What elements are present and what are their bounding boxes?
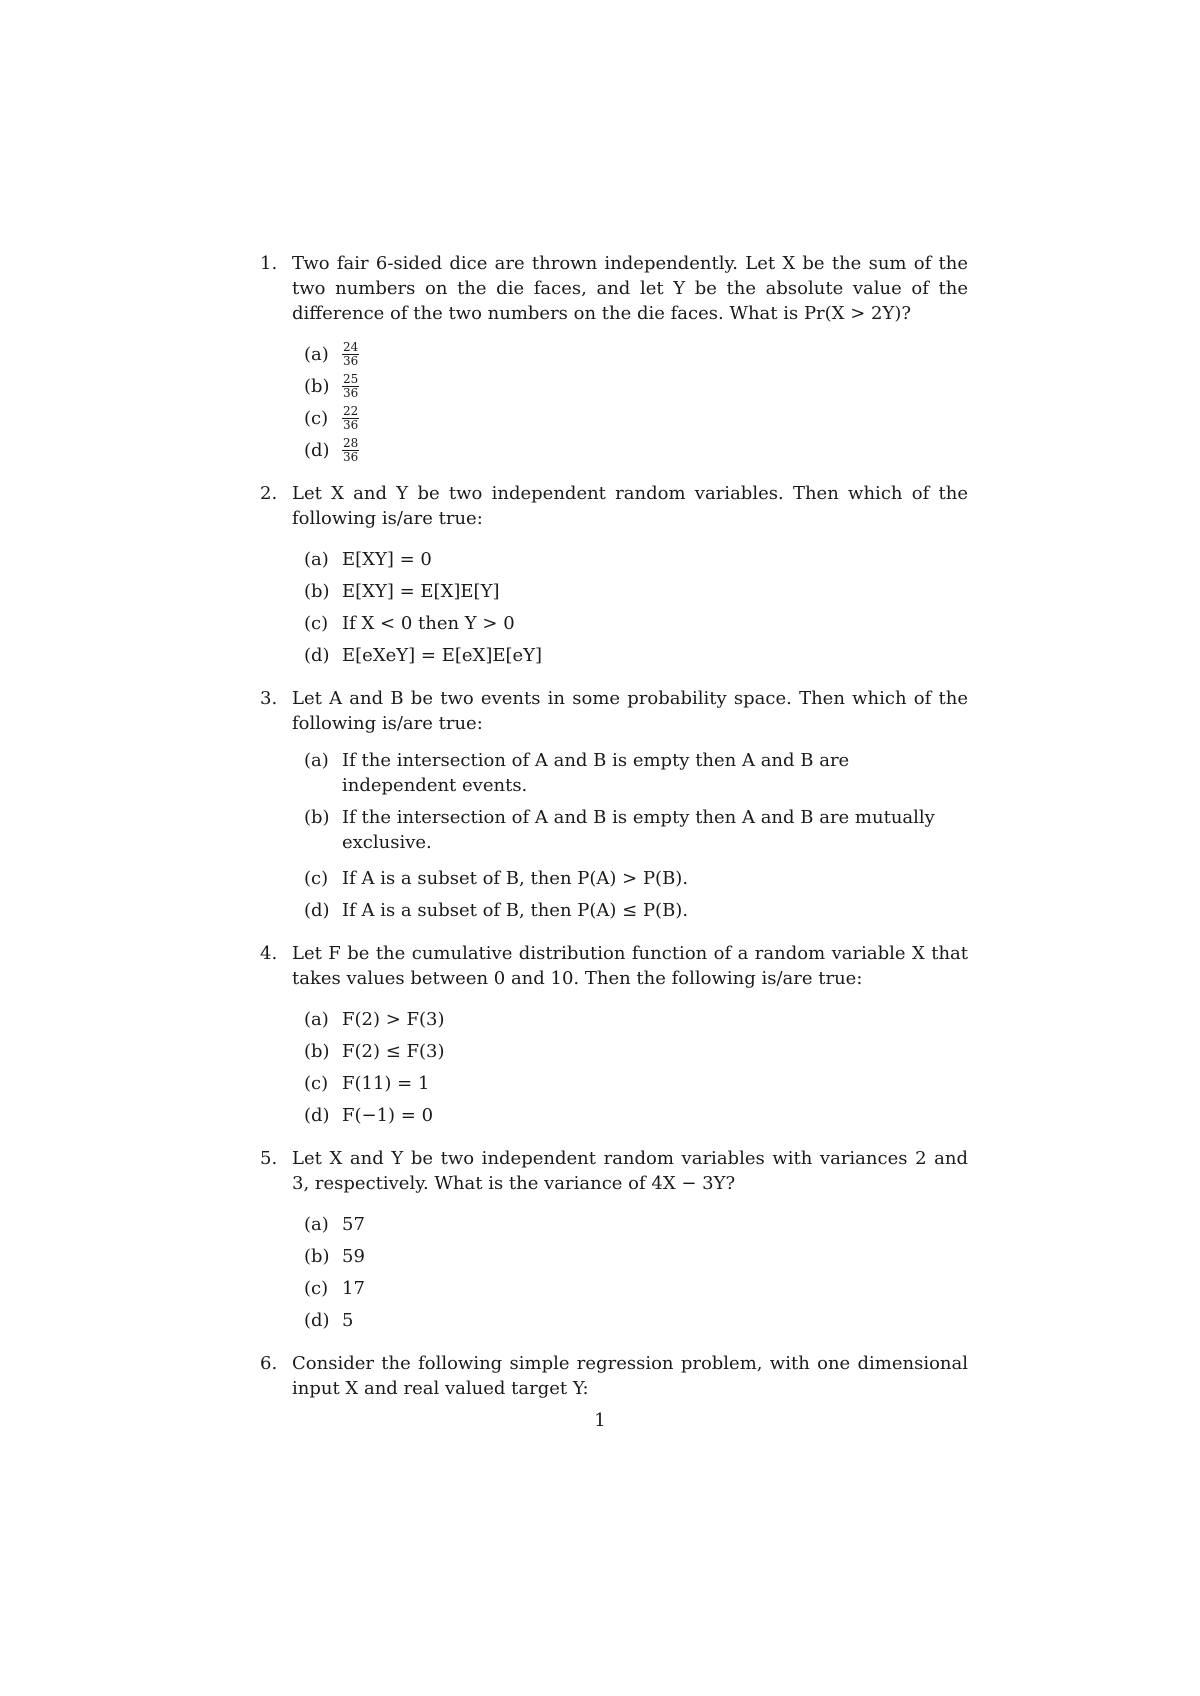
option-d (304, 894, 968, 926)
option-a (304, 1003, 968, 1035)
question-text: Two fair 6-sided dice are thrown independently. Let X be the sum of the two numbers on the die faces, and let Y be the absolute value of the difference of the two numbers on the die faces. What is Pr(X > 2Y)? (292, 253, 968, 324)
question-number: 5. (260, 1148, 278, 1169)
question-3 (260, 686, 968, 926)
question-text: Let X and Y be two independent random variables. Then which of the following is/are true: (292, 483, 968, 529)
question-4 (260, 941, 968, 1131)
fraction-denominator: 36 (343, 353, 359, 368)
option-text: 57 (342, 1213, 365, 1235)
question-5 (260, 1146, 968, 1336)
fraction (342, 341, 359, 368)
fraction-denominator: 36 (343, 417, 359, 432)
question-list (260, 251, 968, 1416)
option-label: (b) (304, 1245, 330, 1267)
option-list (304, 1003, 968, 1131)
question-number: 3. (260, 688, 278, 709)
option-label: (c) (304, 407, 329, 429)
option-b (304, 575, 968, 607)
option-a (304, 1208, 968, 1240)
fraction (342, 405, 359, 432)
option-text: 5 (342, 1309, 354, 1331)
option-text: If X < 0 then Y > 0 (342, 612, 515, 634)
option-b (304, 1240, 968, 1272)
option-list (304, 748, 968, 926)
fraction-numerator: 22 (343, 403, 359, 418)
fraction-numerator: 24 (343, 339, 359, 354)
question-text: Let X and Y be two independent random variables with variances 2 and 3, respectively. What is the variance of 4X − 3Y? (292, 1148, 968, 1194)
option-list (304, 338, 968, 466)
option-text: 59 (342, 1245, 365, 1267)
option-label: (d) (304, 899, 330, 921)
option-text: E[XY] = E[X]E[Y] (342, 580, 500, 602)
option-text: If the intersection of A and B is empty then A and B are independent events. (342, 750, 850, 796)
question-number: 4. (260, 943, 278, 964)
option-label: (a) (304, 548, 329, 570)
option-text: F(11) = 1 (342, 1072, 430, 1094)
page-number: 1 (594, 1410, 606, 1431)
question-2 (260, 481, 968, 671)
option-label: (d) (304, 1309, 330, 1331)
question-number: 1. (260, 253, 278, 274)
option-a (304, 543, 968, 575)
option-label: (d) (304, 644, 330, 666)
option-list (304, 543, 968, 671)
option-text: F(−1) = 0 (342, 1104, 434, 1126)
question-number: 2. (260, 483, 278, 504)
fraction-denominator: 36 (343, 385, 359, 400)
option-label: (b) (304, 1040, 330, 1062)
option-d (304, 1304, 968, 1336)
option-label: (c) (304, 867, 329, 889)
option-d (304, 434, 968, 466)
option-label: (c) (304, 1277, 329, 1299)
option-list (304, 1208, 968, 1336)
option-text: If A is a subset of B, then P(A) ≤ P(B). (342, 899, 689, 921)
question-6 (260, 1351, 968, 1401)
option-d (304, 1099, 968, 1131)
option-text: F(2) ≤ F(3) (342, 1040, 445, 1062)
option-c (304, 402, 968, 434)
option-label: (c) (304, 612, 329, 634)
question-text: Let F be the cumulative distribution function of a random variable X that takes values between 0 and 10. Then the following is/are true: (292, 943, 968, 989)
option-label: (b) (304, 580, 330, 602)
option-c (304, 862, 968, 894)
option-label: (b) (304, 375, 330, 397)
option-label: (a) (304, 1008, 329, 1030)
option-b (304, 805, 968, 855)
question-text: Consider the following simple regression problem, with one dimensional input X and real valued target Y: (292, 1353, 968, 1399)
option-c (304, 607, 968, 639)
question-number: 6. (260, 1353, 278, 1374)
fraction-numerator: 28 (343, 435, 359, 450)
option-text: If the intersection of A and B is empty then A and B are mutually exclusive. (342, 807, 935, 853)
option-c (304, 1272, 968, 1304)
option-label: (a) (304, 1213, 329, 1235)
option-c (304, 1067, 968, 1099)
option-a (304, 748, 968, 798)
fraction (342, 437, 359, 464)
option-b (304, 1035, 968, 1067)
option-label: (d) (304, 1104, 330, 1126)
option-text: F(2) > F(3) (342, 1008, 445, 1030)
option-text: If A is a subset of B, then P(A) > P(B). (342, 867, 689, 889)
option-label: (d) (304, 439, 330, 461)
option-a (304, 338, 968, 370)
fraction (342, 373, 359, 400)
fraction-denominator: 36 (343, 449, 359, 464)
option-b (304, 370, 968, 402)
question-text: Let A and B be two events in some probability space. Then which of the following is/are true: (292, 688, 968, 734)
question-1 (260, 251, 968, 466)
option-label: (a) (304, 750, 329, 771)
option-text: E[XY] = 0 (342, 548, 432, 570)
option-text: 17 (342, 1277, 365, 1299)
option-d (304, 639, 968, 671)
option-label: (b) (304, 807, 330, 828)
fraction-numerator: 25 (343, 371, 359, 386)
option-text: E[eXeY] = E[eX]E[eY] (342, 644, 543, 666)
option-label: (a) (304, 343, 329, 365)
option-label: (c) (304, 1072, 329, 1094)
